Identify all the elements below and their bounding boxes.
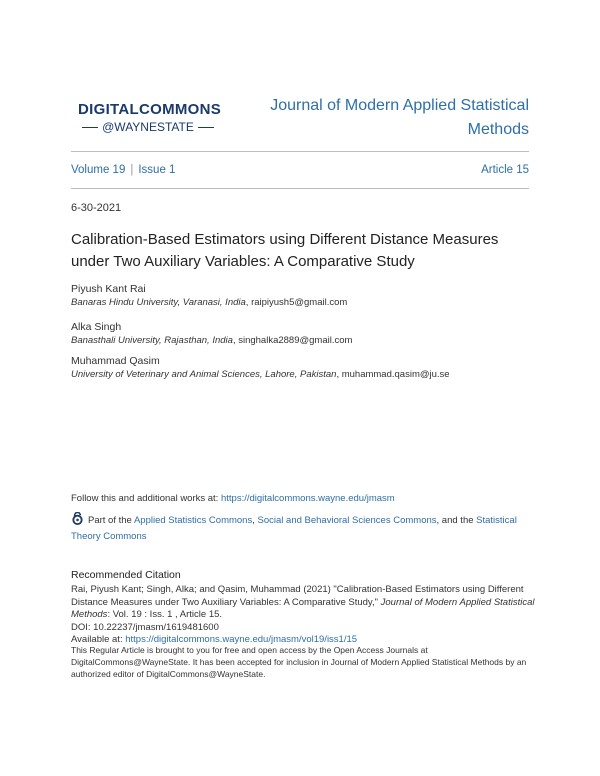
- affiliation-text: University of Veterinary and Animal Sciences, Lahore, Pakistan: [71, 369, 337, 380]
- logo-sub-text: @WAYNESTATE: [102, 120, 194, 134]
- footer-notice: This Regular Article is brought to you for free and open access by the Open Access Journals at DigitalCommons@WayneState. It has been accepted for inclusion in Journal of Modern Applied Statistical Methods by an authorized editor of DigitalCommons@WayneState.: [71, 645, 527, 679]
- recommended-citation-heading: Recommended Citation: [71, 569, 181, 581]
- applied-statistics-commons-link[interactable]: Applied Statistics Commons: [133, 515, 253, 526]
- author-affiliation: University of Veterinary and Animal Sciences, Lahore, Pakistan, muhammad.qasim@ju.se: [71, 369, 450, 380]
- author-affiliation: Banasthali University, Rajasthan, India, singhalka2889@gmail.com: [71, 335, 353, 346]
- journal-title-link[interactable]: Journal of Modern Applied Statistical Methods: [270, 97, 529, 138]
- open-access-icon: [71, 512, 84, 525]
- logo-sub-row: [78, 120, 218, 134]
- author-name: Muhammad Qasim: [71, 355, 160, 367]
- part-of-prefix: Part of the: [88, 515, 134, 526]
- logo-rule-right: [198, 127, 214, 128]
- part-of-sep2: , and the: [436, 515, 477, 526]
- author-block: [71, 354, 541, 382]
- digitalcommons-logo[interactable]: [78, 101, 222, 134]
- issue-link[interactable]: Issue 1: [138, 164, 176, 176]
- author-name: Alka Singh: [71, 321, 122, 333]
- top-divider: [71, 151, 529, 152]
- article-title: Calibration-Based Estimators using Different Distance Measures under Two Auxiliary Variables: A Comparative Study: [71, 231, 499, 270]
- available-url-link[interactable]: https://digitalcommons.wayne.edu/jmasm/vol19/iss1/15: [125, 634, 358, 645]
- follow-prefix: Follow this and additional works at:: [71, 493, 221, 504]
- author-name: Piyush Kant Rai: [71, 283, 146, 295]
- issue-line: [71, 164, 175, 176]
- follow-line: [71, 493, 395, 504]
- author-email: singhalka2889@gmail.com: [238, 335, 353, 346]
- citation-suffix: : Vol. 19 : Iss. 1 , Article 15.: [107, 609, 223, 620]
- follow-url-link[interactable]: https://digitalcommons.wayne.edu/jmasm: [220, 493, 395, 504]
- available-prefix: Available at:: [71, 634, 126, 645]
- citation-doi: DOI: 10.22237/jmasm/1619481600: [71, 621, 219, 633]
- part-of-line: [71, 512, 536, 545]
- publication-date: 6-30-2021: [71, 202, 122, 214]
- author-block: [71, 320, 541, 348]
- author-email: raipiyush5@gmail.com: [251, 297, 348, 308]
- author-affiliation: Banaras Hindu University, Varanasi, India, raipiyush5@gmail.com: [71, 297, 348, 308]
- citation-text: [71, 584, 536, 647]
- author-email: muhammad.qasim@ju.se: [341, 369, 450, 380]
- social-behavioral-sciences-commons-link[interactable]: Social and Behavioral Sciences Commons: [257, 515, 437, 526]
- author-block: [71, 282, 541, 310]
- article-number-link[interactable]: Article 15: [481, 164, 529, 176]
- citation-journal: Journal of Modern Applied Statistical Methods: [71, 596, 535, 620]
- part-of-sep1: ,: [252, 515, 258, 526]
- affiliation-text: Banasthali University, Rajasthan, India: [71, 335, 233, 346]
- statistical-theory-commons-link[interactable]: Statistical Theory Commons: [71, 515, 517, 542]
- affiliation-text: Banaras Hindu University, Varanasi, India: [71, 297, 246, 308]
- issue-separator: |: [130, 164, 134, 176]
- citation-prefix: Rai, Piyush Kant; Singh, Alka; and Qasim, Muhammad (2021) "Calibration-Based Estimators using Different Distance Measures under Two Auxiliary Variables: A Comparative Study,": [71, 584, 524, 608]
- logo-rule-left: [82, 127, 98, 128]
- bottom-divider: [71, 188, 529, 189]
- volume-link[interactable]: Volume 19: [71, 164, 126, 176]
- logo-main-text: DIGITALCOMMONS: [78, 101, 222, 118]
